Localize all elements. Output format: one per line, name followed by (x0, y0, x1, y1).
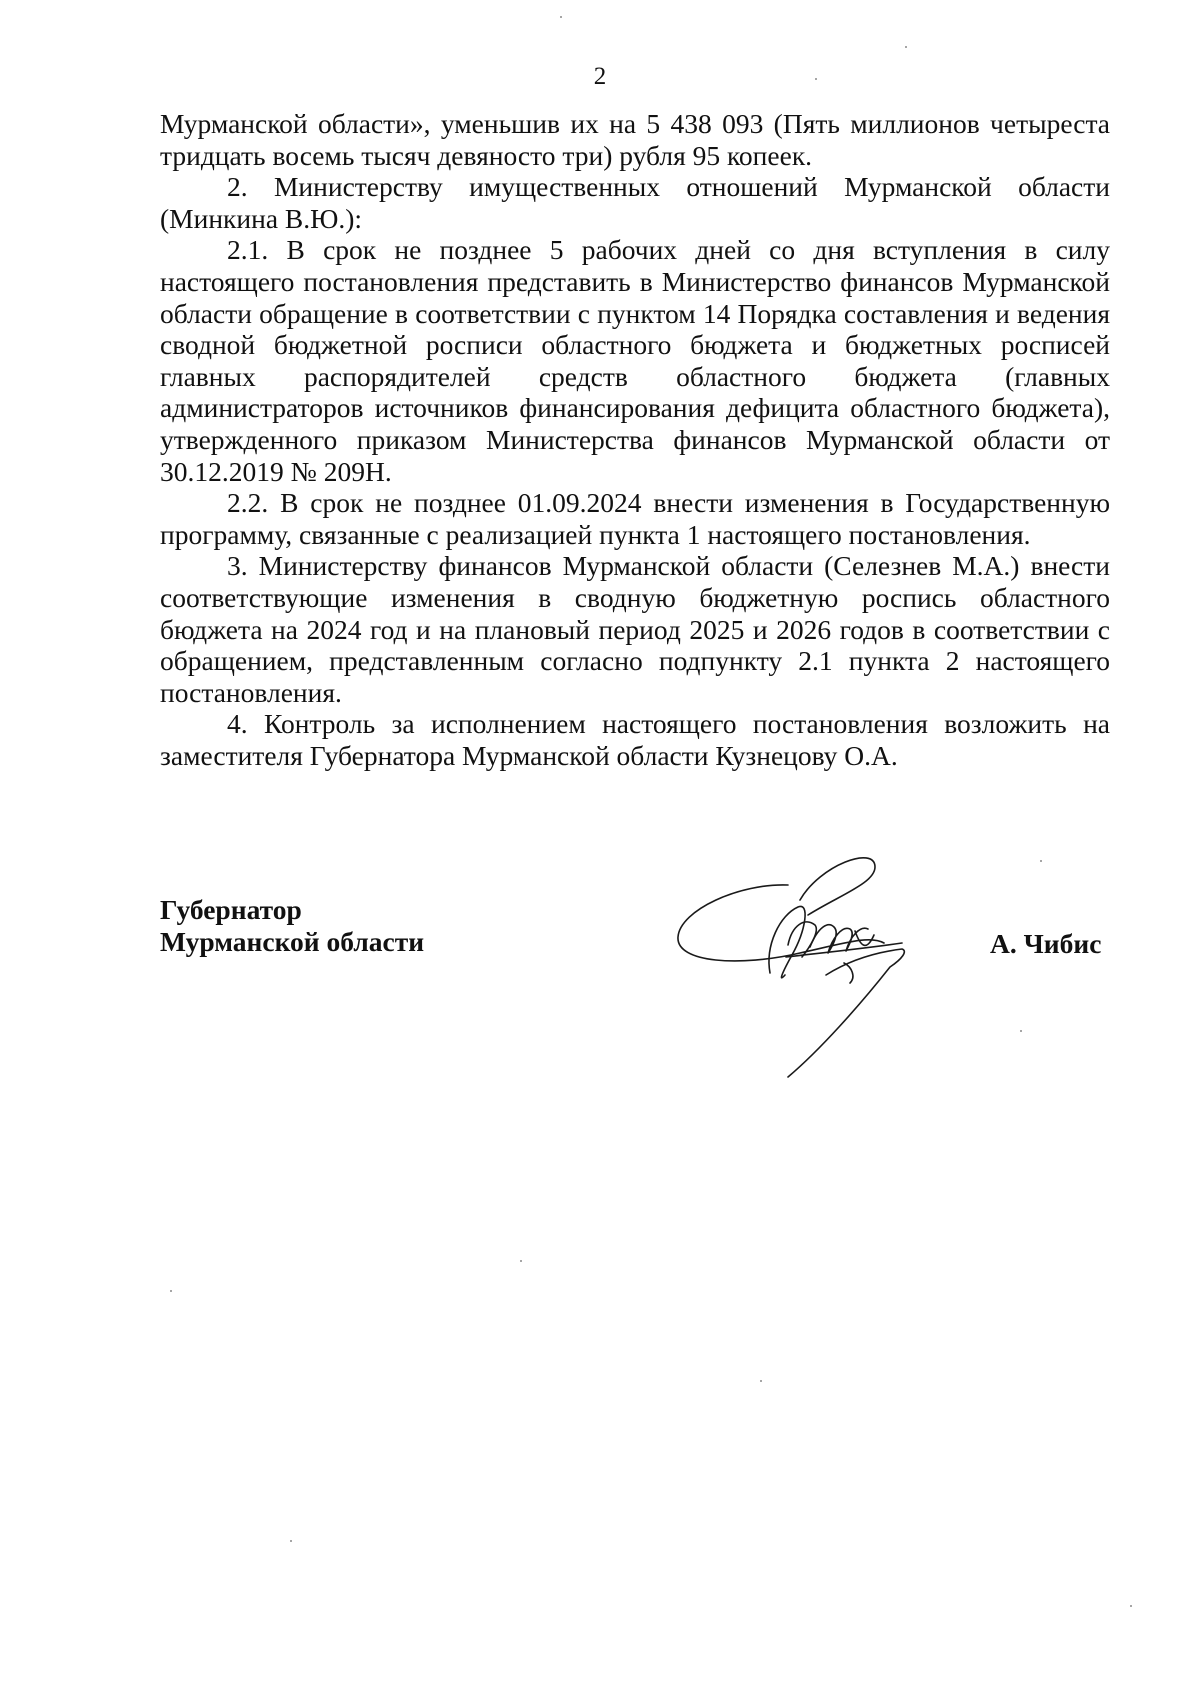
scan-speck (1020, 1030, 1022, 1032)
scan-speck (1040, 860, 1042, 862)
signatory-title-line2: Мурманской области (160, 926, 425, 957)
scan-speck (1130, 1605, 1132, 1607)
scan-speck (815, 78, 817, 80)
paragraph-item-2: 2. Министерству имущественных отношений Мурманской области (Минкина В.Ю.): (160, 171, 1110, 234)
paragraph-item-3: 3. Министерству финансов Мурманской области (Селезнев М.А.) внести соответствующие изменения в сводную бюджетную роспись областного бюджета на 2024 год и на плановый период 2025 и 2026 годов в соответствии с обращением, представленным согласно подпункту 2.1 пункта 2 настоящего постановления. (160, 550, 1110, 708)
scan-speck (170, 1290, 172, 1292)
scan-speck (560, 16, 562, 18)
handwritten-signature (670, 855, 970, 1095)
scan-speck (290, 1540, 292, 1542)
scan-speck (905, 46, 907, 48)
page-number: 2 (593, 63, 607, 90)
signatory-title (160, 894, 424, 958)
signatory-title-line1: Губернатор (160, 894, 302, 925)
paragraph-item-4: 4. Контроль за исполнением настоящего постановления возложить на заместителя Губернатора Мурманской области Кузнецову О.А. (160, 708, 1110, 771)
signatory-name: А. Чибис (990, 928, 1102, 959)
paragraph-item-2-1: 2.1. В срок не позднее 5 рабочих дней со дня вступления в силу настоящего постановления представить в Министерство финансов Мурманской области обращение в соответствии с пунктом 14 Порядка составления и ведения сводной бюджетной росписи областного бюджета и бюджетных росписей главных распорядителей средств областного бюджета (главных администраторов источников финансирования дефицита областного бюджета), утвержденного приказом Министерства финансов Мурманской области от 30.12.2019 № 209Н. (160, 234, 1110, 487)
scan-speck (520, 1260, 522, 1262)
paragraph-continuation: Мурманской области», уменьшив их на 5 438 093 (Пять миллионов четыреста тридцать восемь тысяч девяносто три) рубля 95 копеек. (160, 108, 1110, 171)
paragraph-item-2-2: 2.2. В срок не позднее 01.09.2024 внести изменения в Государственную программу, связанные с реализацией пункта 1 настоящего постановления. (160, 487, 1110, 550)
scan-speck (760, 1380, 762, 1382)
document-body (160, 108, 1110, 771)
